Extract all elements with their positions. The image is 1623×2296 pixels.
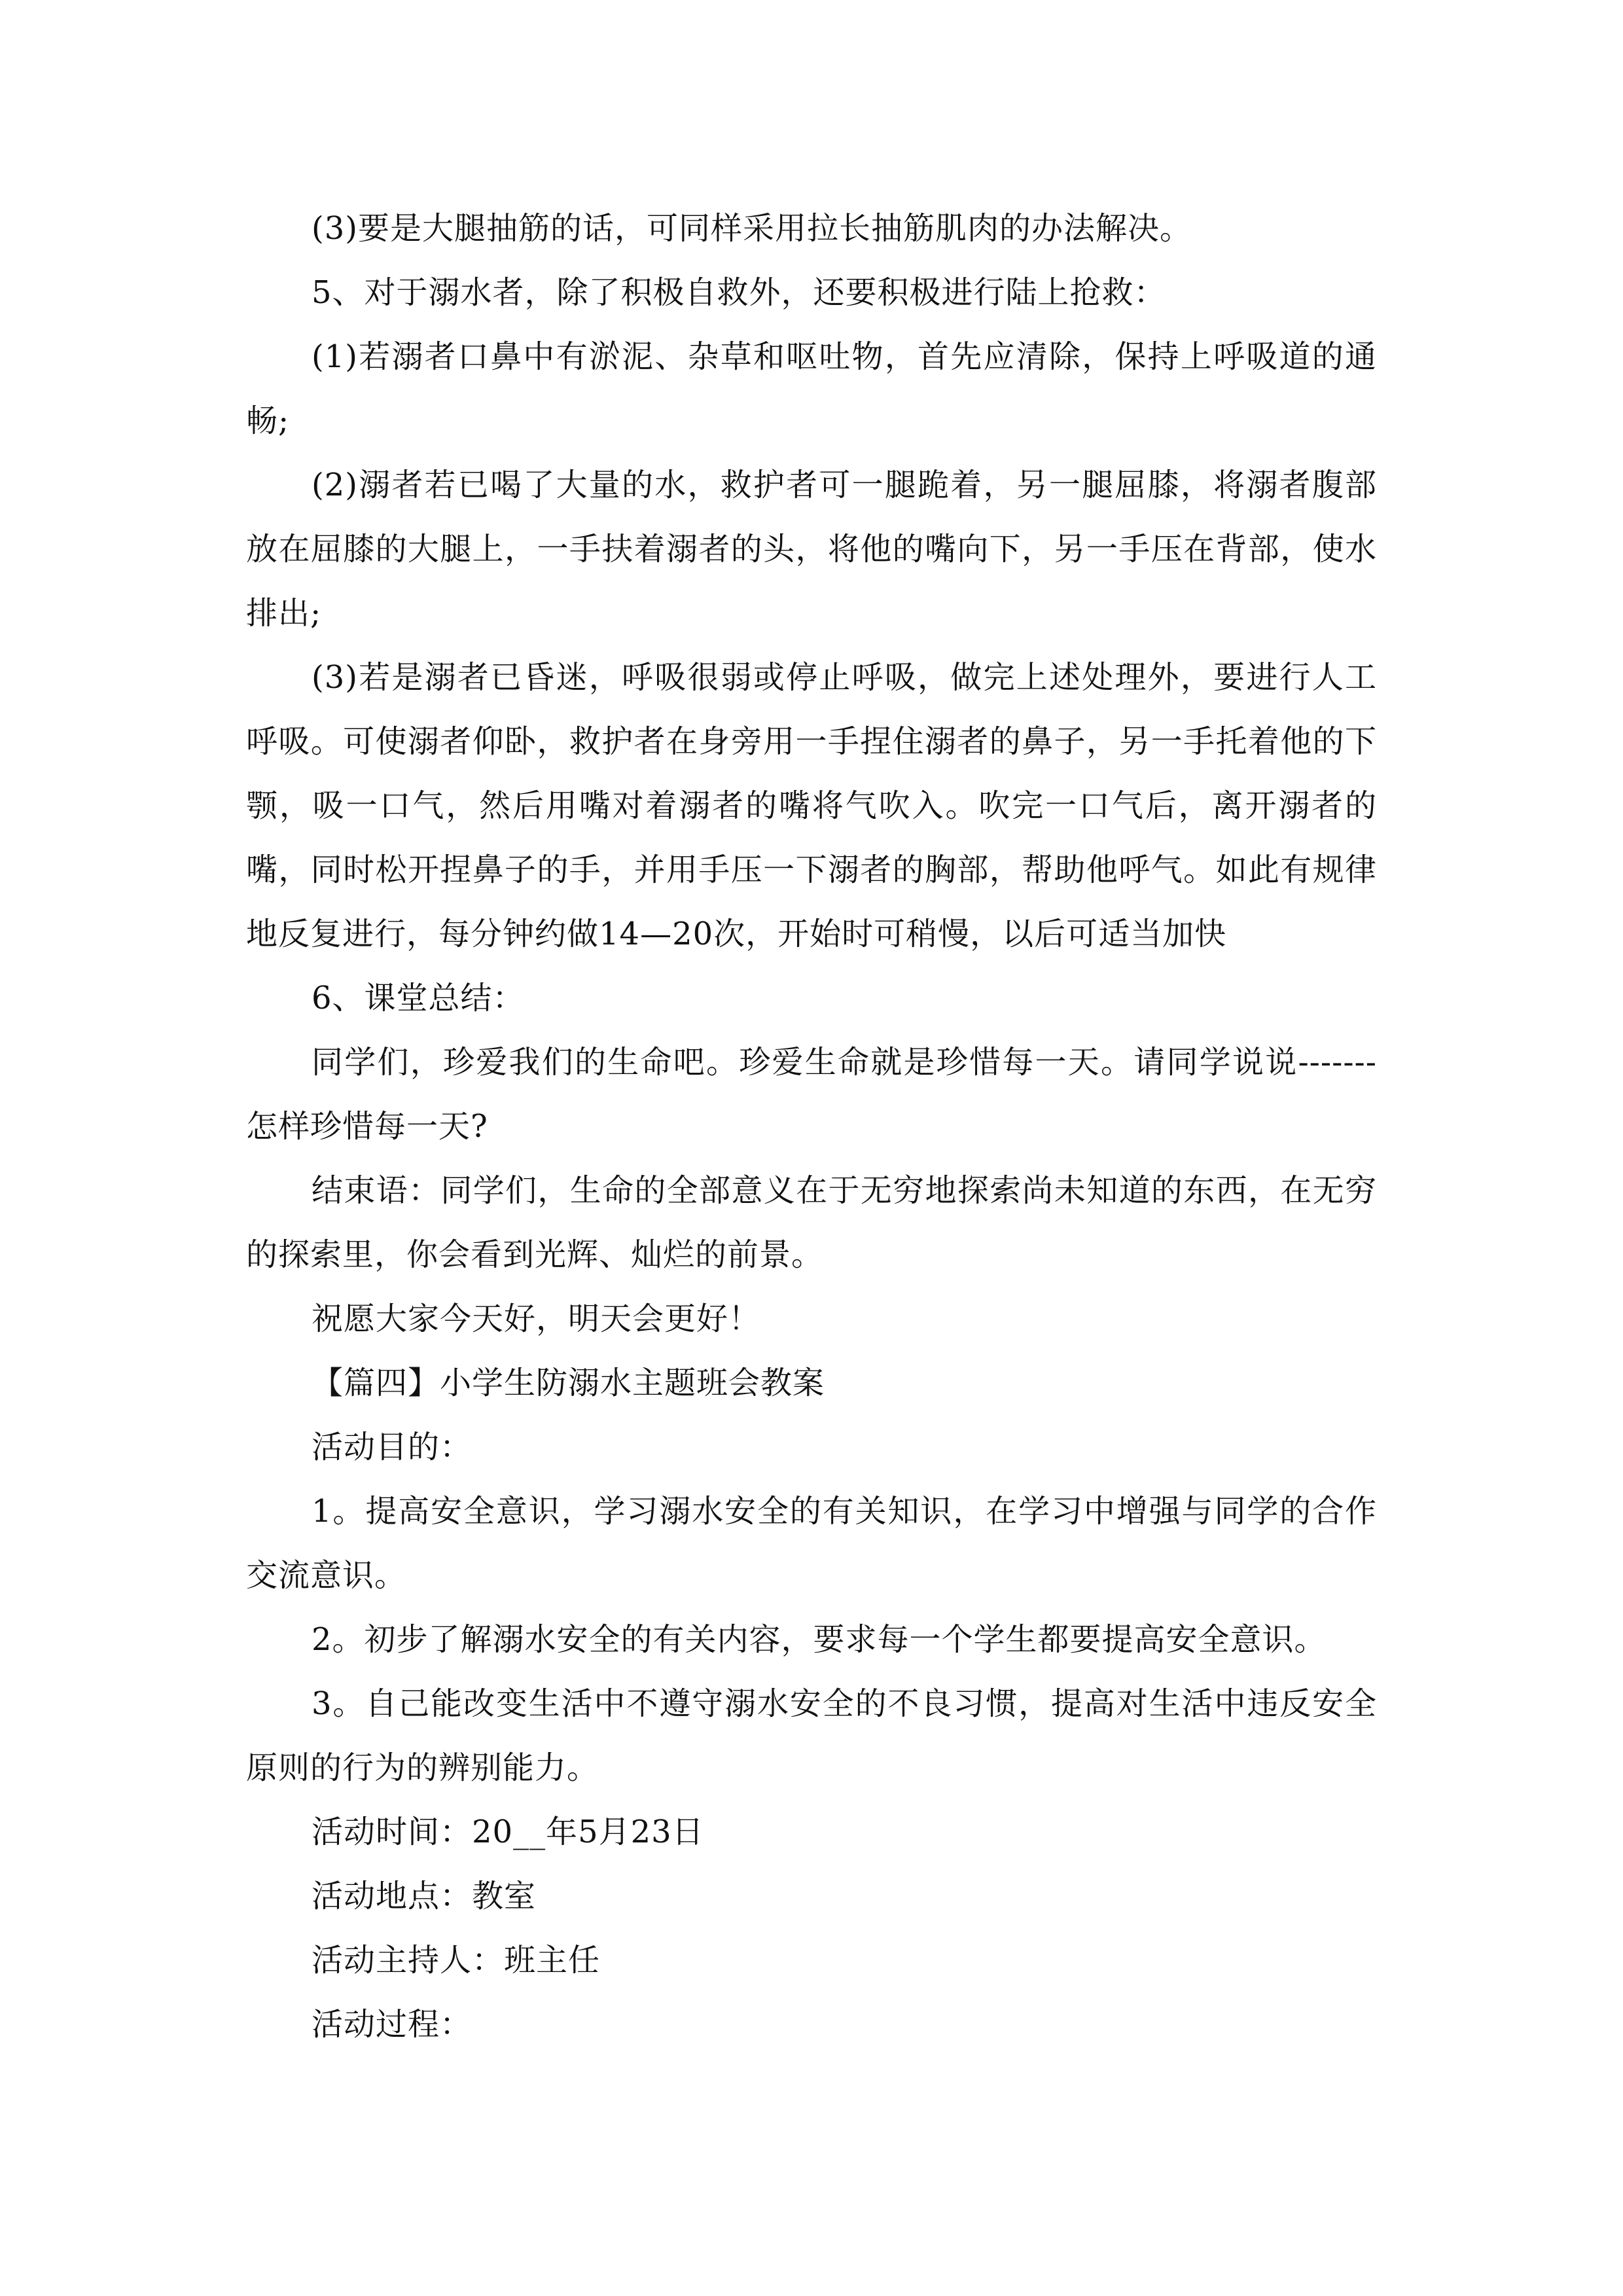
paragraph-activity-process: 活动过程： (312, 2006, 473, 2043)
section-heading-part-four: 【篇四】小学生防溺水主题班会教案 (312, 1365, 825, 1401)
paragraph-best-wishes: 祝愿大家今天好，明天会更好！ (312, 1300, 761, 1337)
paragraph-artificial-respiration: (3)若是溺者已昏迷，呼吸很弱或停止呼吸，做完上述处理外，要进行人工呼吸。可使溺者仰卧，救护者在身旁用一手捏住溺者的鼻子，另一手托着他的下颚，吸一口气，然后用嘴对着溺者的嘴将气吹入。吹完一口气后，离开溺者的嘴，同时松开捏鼻子的手，并用手压一下溺者的胸部，帮助他呼气。如此有规律地反复进行，每分钟约做14—20次，开始时可稍慢，以后可适当加快 (246, 659, 1377, 952)
paragraph-goal-1: 1。提高安全意识，学习溺水安全的有关知识，在学习中增强与同学的合作交流意识。 (246, 1493, 1377, 1594)
paragraph-closing-remarks: 结束语：同学们，生命的全部意义在于无穷地探索尚未知道的东西，在无穷的探索里，你会看到光辉、灿烂的前景。 (246, 1172, 1377, 1273)
document-body (246, 196, 1377, 2056)
paragraph-class-summary-heading: 6、课堂总结： (312, 980, 525, 1016)
paragraph-activity-location: 活动地点：教室 (312, 1878, 537, 1914)
paragraph-thigh-cramp: (3)要是大腿抽筋的话，可同样采用拉长抽筋肌肉的办法解决。 (312, 210, 1192, 247)
paragraph-rescue-intro: 5、对于溺水者，除了积极自救外，还要积极进行陆上抢救： (312, 274, 1166, 311)
paragraph-cherish-life: 同学们，珍爱我们的生命吧。珍爱生命就是珍惜每一天。请同学说说-------怎样珍惜每一天? (246, 1044, 1377, 1145)
paragraph-activity-goals-label: 活动目的： (312, 1429, 473, 1465)
paragraph-activity-time: 活动时间：20__年5月23日 (312, 1814, 704, 1850)
paragraph-clear-airway: (1)若溺者口鼻中有淤泥、杂草和呕吐物，首先应清除，保持上呼吸道的通畅; (246, 338, 1377, 439)
paragraph-goal-2: 2。初步了解溺水安全的有关内容，要求每一个学生都要提高安全意识。 (312, 1621, 1327, 1658)
paragraph-goal-3: 3。自己能改变生活中不遵守溺水安全的不良习惯，提高对生活中违反安全原则的行为的辨别能力。 (246, 1685, 1377, 1786)
paragraph-drain-water: (2)溺者若已喝了大量的水，救护者可一腿跪着，另一腿屈膝，将溺者腹部放在屈膝的大腿上，一手扶着溺者的头，将他的嘴向下，另一手压在背部，使水排出; (246, 467, 1377, 632)
paragraph-activity-host: 活动主持人：班主任 (312, 1942, 601, 1979)
